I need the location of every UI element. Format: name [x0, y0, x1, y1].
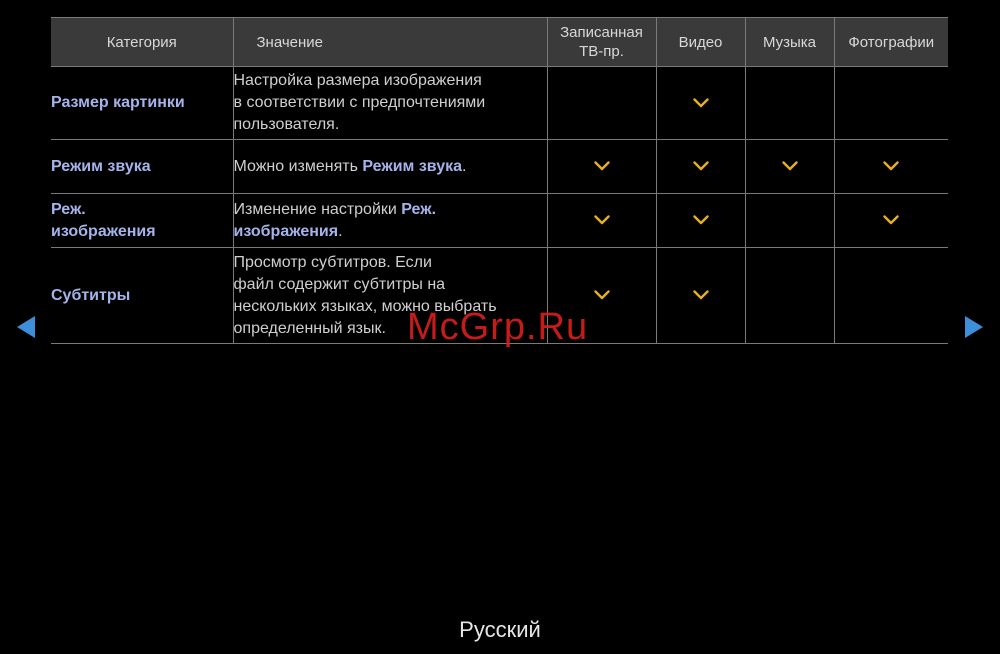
desc-line: нескольких языках, можно выбрать	[233, 297, 497, 315]
support-cell	[834, 248, 948, 344]
support-cell	[745, 194, 834, 248]
triangle-right-shape	[965, 316, 983, 338]
header-value: Значение	[233, 18, 547, 67]
check-stroke	[595, 292, 608, 299]
support-cell	[547, 194, 656, 248]
table-row	[51, 67, 948, 140]
desc-text: .	[338, 222, 343, 240]
row-description	[233, 67, 547, 140]
support-cell	[547, 67, 656, 140]
triangle-left-shape	[17, 316, 35, 338]
header-video: Видео	[656, 18, 745, 67]
desc-highlight: изображения	[233, 222, 339, 240]
desc-text: .	[462, 157, 467, 175]
support-cell	[745, 140, 834, 194]
support-cell	[834, 140, 948, 194]
row-category	[51, 194, 233, 248]
table-row	[51, 194, 948, 248]
header-music: Музыка	[745, 18, 834, 67]
header-photos: Фотографии	[834, 18, 948, 67]
support-cell	[745, 248, 834, 344]
chevron-check-icon	[693, 290, 709, 300]
desc-text: Можно изменять	[233, 157, 363, 175]
support-cell	[834, 67, 948, 140]
chevron-check-icon	[693, 161, 709, 171]
row-description	[233, 140, 547, 194]
check-stroke	[885, 163, 898, 170]
header-recorded-line2: ТВ-пр.	[579, 43, 624, 60]
support-cell	[834, 194, 948, 248]
desc-line: Просмотр субтитров. Если	[233, 253, 432, 271]
table-header-row	[51, 18, 948, 67]
footer-language: Русский	[459, 617, 541, 642]
watermark-text: McGrp.Ru	[407, 306, 589, 348]
support-cell	[656, 67, 745, 140]
check-stroke	[595, 217, 608, 224]
chevron-check-icon	[594, 290, 610, 300]
triangle-right-icon[interactable]	[964, 315, 984, 339]
triangle-left-icon[interactable]	[16, 315, 36, 339]
check-stroke	[694, 163, 707, 170]
header-category: Категория	[51, 18, 233, 67]
chevron-check-icon	[693, 98, 709, 108]
check-stroke	[694, 99, 707, 106]
desc-line: файл содержит субтитры на	[233, 275, 446, 293]
row-category: Размер картинки	[51, 67, 233, 140]
desc-highlight: Режим звука	[362, 157, 463, 175]
chevron-check-icon	[594, 215, 610, 225]
check-stroke	[694, 292, 707, 299]
support-cell	[656, 140, 745, 194]
check-stroke	[595, 163, 608, 170]
chevron-check-icon	[594, 161, 610, 171]
feature-table	[51, 17, 948, 344]
chevron-check-icon	[693, 215, 709, 225]
row-description	[233, 194, 547, 248]
check-stroke	[783, 163, 796, 170]
category-line: Реж.	[51, 200, 86, 218]
check-stroke	[885, 217, 898, 224]
row-category: Субтитры	[51, 248, 233, 344]
support-cell	[656, 194, 745, 248]
support-cell	[656, 248, 745, 344]
desc-text: Изменение настройки	[233, 200, 402, 218]
desc-line: в соответствии с предпочтениями	[233, 94, 486, 111]
category-line: изображения	[51, 222, 156, 240]
support-cell	[547, 140, 656, 194]
header-recorded-line1: Записанная	[560, 24, 643, 41]
chevron-check-icon	[883, 215, 899, 225]
desc-highlight: Реж.	[401, 200, 437, 218]
check-stroke	[694, 217, 707, 224]
header-recorded-tv	[547, 18, 656, 67]
row-category: Режим звука	[51, 140, 233, 194]
table-row	[51, 140, 948, 194]
desc-line: Настройка размера изображения	[233, 72, 482, 89]
support-cell	[745, 67, 834, 140]
chevron-check-icon	[782, 161, 798, 171]
desc-line: определенный язык.	[233, 319, 386, 337]
chevron-check-icon	[883, 161, 899, 171]
desc-line: пользователя.	[233, 116, 340, 133]
